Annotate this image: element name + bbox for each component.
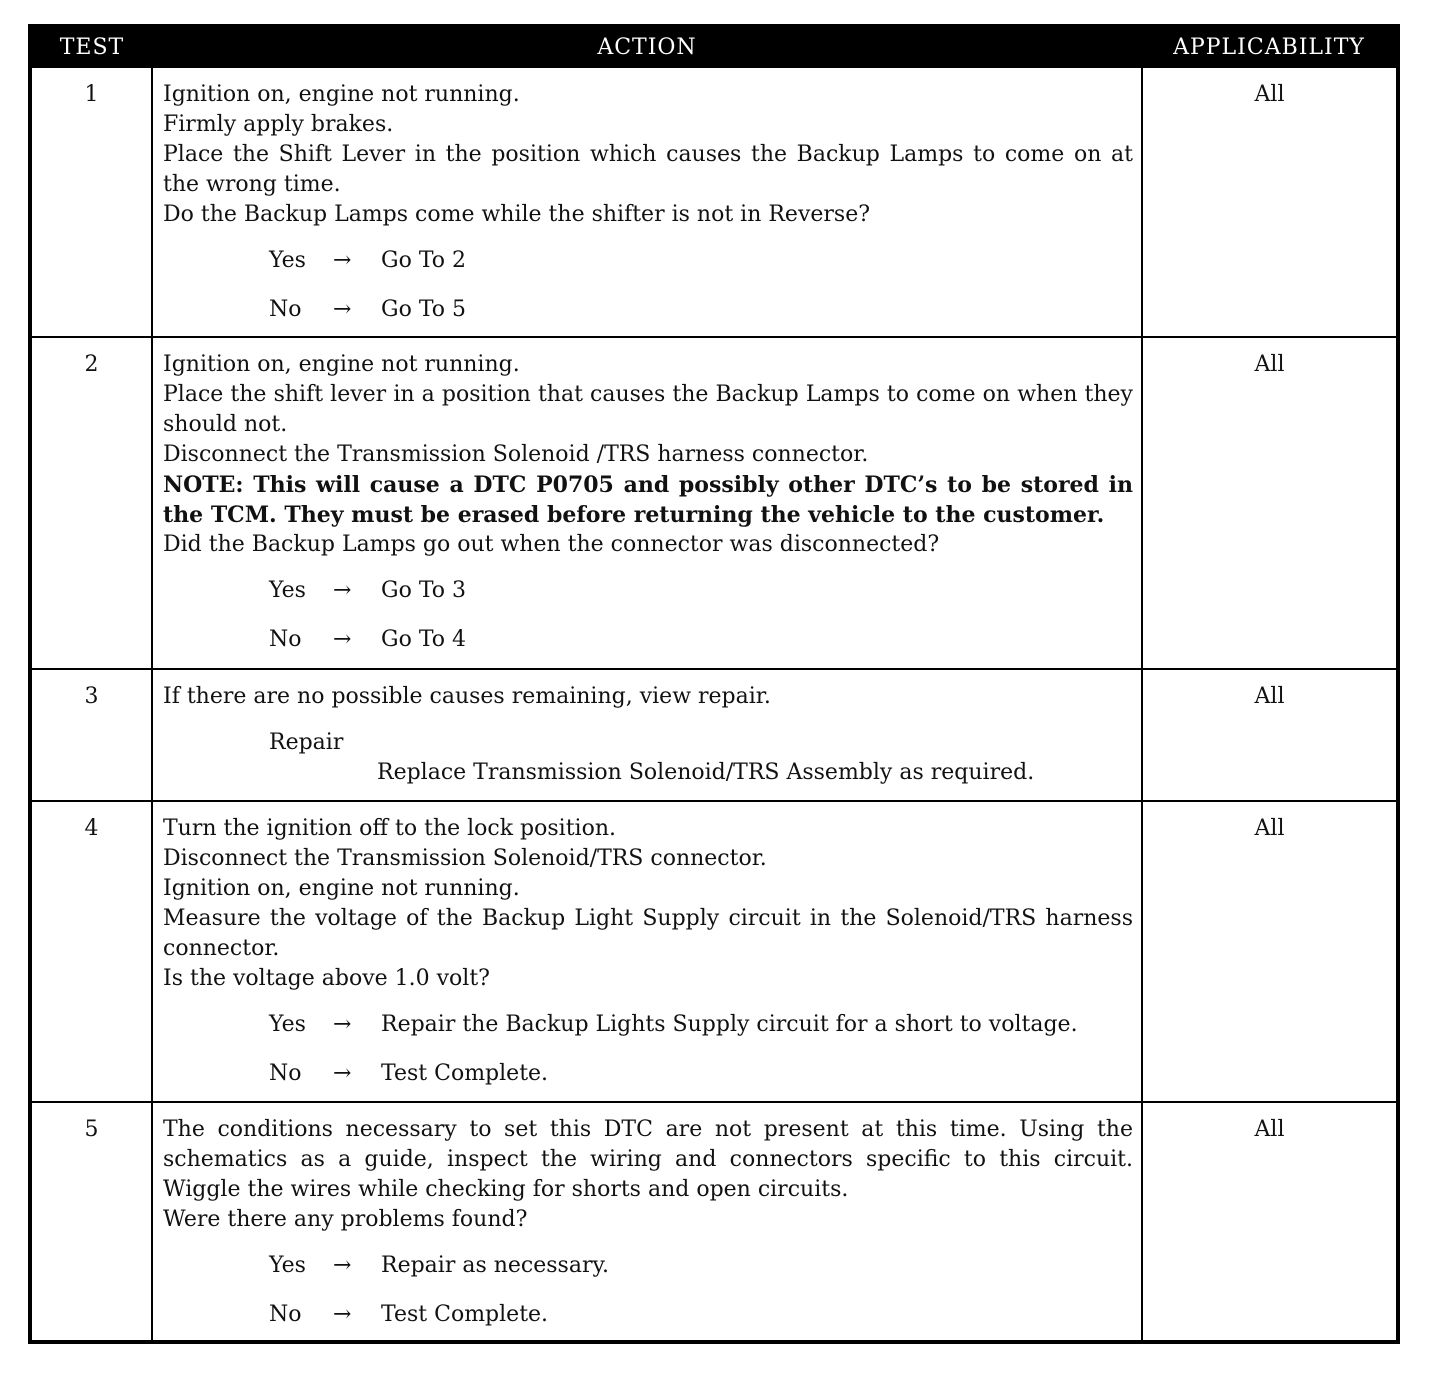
- test-number: 2: [30, 337, 152, 669]
- applicability-cell: All: [1142, 669, 1398, 801]
- action-cell: [152, 1102, 1142, 1342]
- action-cell: [152, 801, 1142, 1102]
- action-cell: [152, 669, 1142, 801]
- arrow-right-icon: →: [333, 578, 352, 603]
- test-row-4: [30, 801, 1398, 1102]
- option-yes: Yes → Go To 2: [163, 246, 1133, 276]
- option-no: No → Test Complete.: [163, 1300, 1133, 1330]
- option-no: No → Go To 4: [163, 625, 1133, 655]
- table-header-row: [30, 26, 1398, 67]
- option-yes: Yes → Repair the Backup Lights Supply circuit for a short to voltage.: [163, 1010, 1133, 1040]
- arrow-right-icon: →: [333, 1012, 352, 1037]
- header-applicability: APPLICABILITY: [1142, 26, 1398, 67]
- test-number: 5: [30, 1102, 152, 1342]
- arrow-right-icon: →: [333, 1302, 352, 1327]
- arrow-right-icon: →: [333, 1253, 352, 1278]
- answer-options: [163, 1251, 1133, 1330]
- arrow-right-icon: →: [333, 627, 352, 652]
- action-question: Is the voltage above 1.0 volt?: [163, 966, 490, 991]
- answer-options: [163, 1010, 1133, 1089]
- action-question: Did the Backup Lamps go out when the connector was disconnected?: [163, 532, 940, 557]
- warning-note: NOTE: This will cause a DTC P0705 and possibly other DTC’s to be stored in the TCM. They must be erased before returning the vehicle to the customer.: [163, 472, 1133, 528]
- arrow-right-icon: →: [333, 248, 352, 273]
- action-step: Turn the ignition off to the lock position.: [163, 816, 616, 841]
- action-step: The conditions necessary to set this DTC are not present at this time. Using the schematics as a guide, inspect the wiring and connectors specific to this circuit. Wiggle the wires while checking for shorts and open circuits.: [163, 1117, 1133, 1202]
- action-question: Were there any problems found?: [163, 1207, 528, 1232]
- test-number: 4: [30, 801, 152, 1102]
- action-step: Ignition on, engine not running.: [163, 876, 520, 901]
- test-row-5: [30, 1102, 1398, 1342]
- action-cell: [152, 67, 1142, 337]
- action-question: Do the Backup Lamps come while the shifter is not in Reverse?: [163, 202, 871, 227]
- header-test: TEST: [30, 26, 152, 67]
- applicability-cell: All: [1142, 337, 1398, 669]
- action-step: Place the Shift Lever in the position which causes the Backup Lamps to come on at the wrong time.: [163, 142, 1133, 197]
- test-row-2: [30, 337, 1398, 669]
- action-step: Ignition on, engine not running.: [163, 352, 520, 377]
- applicability-cell: All: [1142, 67, 1398, 337]
- action-step: Disconnect the Transmission Solenoid/TRS connector.: [163, 846, 767, 871]
- action-step: If there are no possible causes remaining, view repair.: [163, 684, 771, 709]
- applicability-cell: All: [1142, 1102, 1398, 1342]
- action-step: Firmly apply brakes.: [163, 112, 394, 137]
- answer-options: [163, 576, 1133, 655]
- test-number: 1: [30, 67, 152, 337]
- test-number: 3: [30, 669, 152, 801]
- applicability-cell: All: [1142, 801, 1398, 1102]
- action-step: Place the shift lever in a position that causes the Backup Lamps to come on when they should not.: [163, 382, 1133, 437]
- arrow-right-icon: →: [333, 297, 352, 322]
- header-action: ACTION: [152, 26, 1142, 67]
- option-no: No → Go To 5: [163, 295, 1133, 325]
- option-no: No → Test Complete.: [163, 1059, 1133, 1089]
- action-step: Measure the voltage of the Backup Light Supply circuit in the Solenoid/TRS harness connector.: [163, 906, 1133, 961]
- action-cell: [152, 337, 1142, 669]
- test-row-3: [30, 669, 1398, 801]
- action-step: Ignition on, engine not running.: [163, 82, 520, 107]
- option-yes: Yes → Repair as necessary.: [163, 1251, 1133, 1281]
- repair-instruction: Replace Transmission Solenoid/TRS Assembly as required.: [377, 760, 1035, 785]
- answer-options: [163, 246, 1133, 325]
- option-yes: Yes → Go To 3: [163, 576, 1133, 606]
- diagnostic-test-table: [28, 24, 1400, 1344]
- arrow-right-icon: →: [333, 1061, 352, 1086]
- test-row-1: [30, 67, 1398, 337]
- repair-label: Repair: [269, 730, 344, 755]
- action-step: Disconnect the Transmission Solenoid /TRS harness connector.: [163, 442, 869, 467]
